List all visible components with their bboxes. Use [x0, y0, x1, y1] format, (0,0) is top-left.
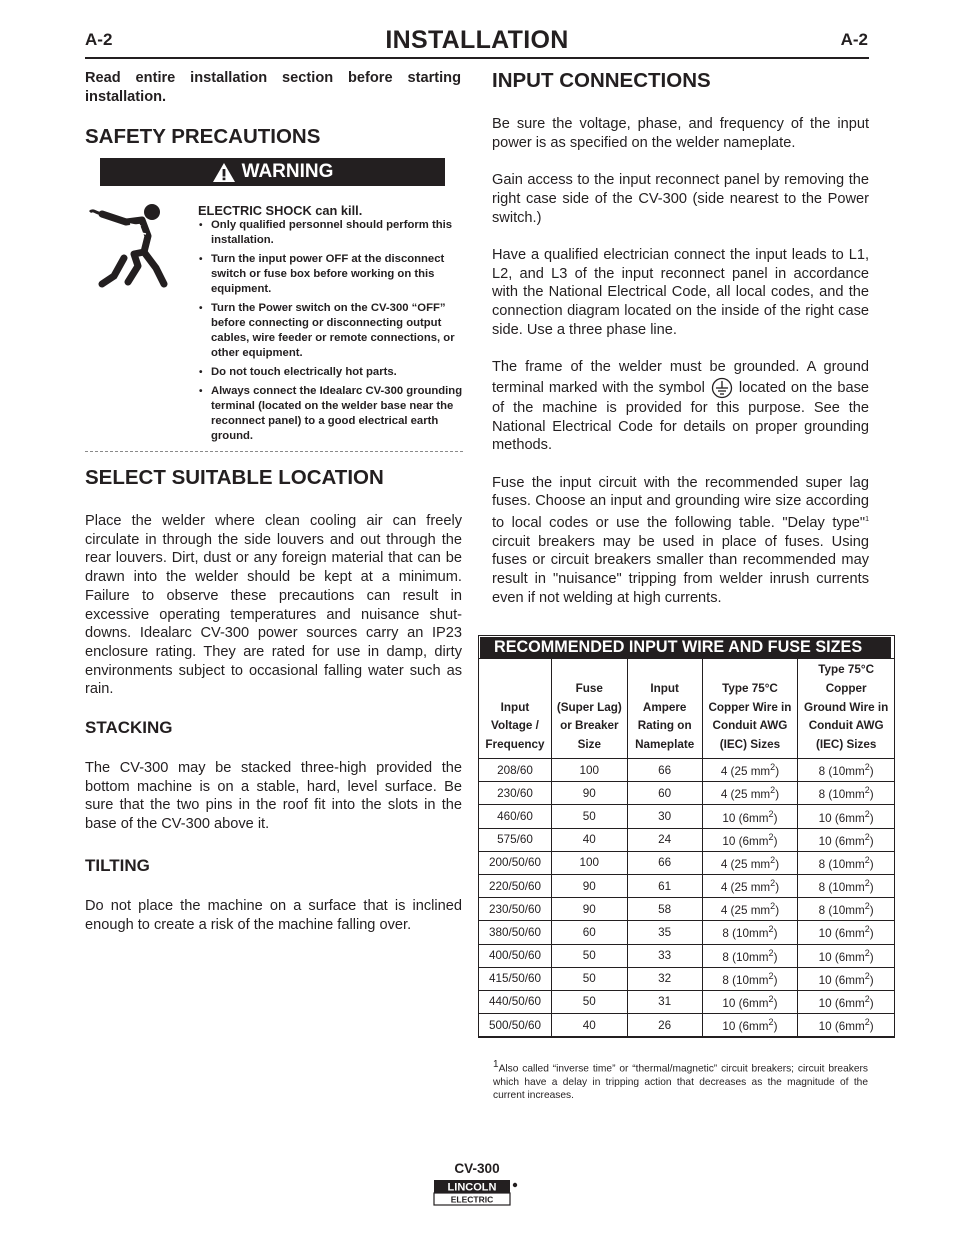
input-connections-heading: INPUT CONNECTIONS — [492, 69, 711, 92]
table-cell: 40 — [551, 828, 627, 851]
table-cell: 90 — [551, 898, 627, 921]
header-line: Copper — [825, 681, 867, 695]
ground-symbol-icon — [711, 377, 733, 399]
table-cell: 200/50/60 — [479, 851, 552, 874]
table-cell: 208/60 — [479, 759, 552, 782]
table-header-cell — [551, 659, 627, 759]
table-row — [479, 782, 895, 805]
header-line: Input — [500, 700, 530, 714]
table-cell: 10 $(6mm^2)$ — [798, 990, 895, 1013]
table-cell: 10 $(6mm^2)$ — [798, 1014, 895, 1037]
stacking-text: The CV-300 may be stacked three-high provided the bottom machine is on a stable, hard, level surface. Be sure that the two pins in the roof fit into the slots in the base of the CV-300 above it. — [85, 760, 462, 833]
table-cell: 8 $(10mm^2)$ — [702, 967, 798, 990]
table-cell: 50 — [551, 805, 627, 828]
table-cell: 8 $(10mm^2)$ — [798, 898, 895, 921]
table-row — [479, 944, 895, 967]
section-divider — [85, 451, 463, 452]
table-cell: 26 — [627, 1014, 702, 1037]
table-row — [479, 967, 895, 990]
table-cell: 33 — [627, 944, 702, 967]
table-cell: 380/50/60 — [479, 921, 552, 944]
table-cell: 415/50/60 — [479, 967, 552, 990]
page-number-left: A-2 — [85, 30, 113, 49]
table-row — [479, 874, 895, 897]
table-cell: 35 — [627, 921, 702, 944]
safety-heading: SAFETY PRECAUTIONS — [85, 125, 321, 148]
table-cell: 50 — [551, 990, 627, 1013]
shock-title: ELECTRIC SHOCK can kill. — [198, 203, 363, 218]
table-cell: 8 $(10mm^2)$ — [702, 944, 798, 967]
table-cell: 4 (25 $mm^2$) — [702, 851, 798, 874]
table-row — [479, 759, 895, 782]
page-title: INSTALLATION — [385, 26, 569, 54]
table-cell: 10 $(6mm^2)$ — [702, 1014, 798, 1037]
warning-bar — [100, 158, 445, 186]
table-cell: 10 $(6mm^2)$ — [798, 805, 895, 828]
model-label: CV-300 — [454, 1161, 500, 1176]
table-cell: 32 — [627, 967, 702, 990]
header-line: Ground Wire in — [803, 700, 889, 714]
paragraph: The frame of the welder must be grounded. A ground terminal marked with the symbol located on the base of the machine is provided for this purpose. See the National Electrical Code for details on proper grounding methods. — [492, 359, 869, 454]
fuse-table — [478, 658, 895, 1037]
header-line: Nameplate — [635, 738, 695, 752]
page-number-right: A-2 — [840, 30, 868, 49]
table-row — [479, 921, 895, 944]
table-cell: 440/50/60 — [479, 990, 552, 1013]
tilting-heading: TILTING — [85, 856, 150, 875]
header-line: Frequency — [485, 738, 545, 752]
paragraph: Be sure the voltage, phase, and frequency of the input power is as specified on the welder nameplate. — [492, 116, 869, 151]
table-cell: 4 (25 $mm^2$) — [702, 759, 798, 782]
header-line: (Super Lag) — [556, 700, 622, 714]
table-cell: 60 — [551, 921, 627, 944]
table-row — [479, 851, 895, 874]
table-cell: 31 — [627, 990, 702, 1013]
header-line: Conduit AWG — [712, 719, 788, 733]
table-cell: 50 — [551, 944, 627, 967]
header-line: Input — [650, 681, 679, 695]
shock-warning-block — [198, 203, 464, 448]
table-cell: 460/60 — [479, 805, 552, 828]
paragraph: Gain access to the input reconnect panel by removing the right case side of the CV-300 (side nearest to the Power switch.) — [492, 172, 869, 226]
table-cell: 4 (25 $mm^2$) — [702, 874, 798, 897]
header-line: Copper Wire in — [708, 700, 792, 714]
table-cell: 40 — [551, 1014, 627, 1037]
svg-text:LINCOLN: LINCOLN — [447, 1181, 497, 1194]
shock-list — [198, 218, 464, 444]
header-line: Fuse — [575, 681, 603, 695]
table-cell: 10 $(6mm^2)$ — [798, 828, 895, 851]
paragraph: Have a qualified electrician connect the input leads to L1, L2, and L3 of the input reconnect panel in accordance with the National Electrical Code, all local codes, and the connection diagram located on the inside of the right case side. Use a three phase line. — [492, 246, 869, 338]
header-line: Conduit AWG — [808, 719, 884, 733]
table-cell: 400/50/60 — [479, 944, 552, 967]
svg-text:ELECTRIC: ELECTRIC — [450, 1194, 494, 1205]
table-cell: 4 (25 $mm^2$) — [702, 898, 798, 921]
table-cell: 66 — [627, 851, 702, 874]
stacking-heading: STACKING — [85, 718, 173, 737]
list-item: • Do not touch electrically hot parts. — [198, 365, 464, 380]
table-row — [479, 1014, 895, 1037]
table-cell: 10 $(6mm^2)$ — [702, 828, 798, 851]
intro-note: Read entire installation section before starting installation. — [85, 70, 461, 105]
table-cell: 8 $(10mm^2)$ — [798, 759, 895, 782]
header-line: Ampere — [642, 700, 687, 714]
list-item: • Turn the Power switch on the CV-300 “OFF” before connecting or disconnecting output cables, wire feeder or remote connections, or other equipment. — [198, 301, 464, 361]
table-cell: 230/60 — [479, 782, 552, 805]
table-header-cell — [702, 659, 798, 759]
footnote: $^1$Also called “inverse time” or “thermal/magnetic” circuit breakers; circuit breakers which have a delay in tripping action that decreases as the magnitude of the current increases. — [493, 1059, 868, 1101]
lincoln-electric-logo — [433, 1179, 523, 1206]
list-item: • Only qualified personnel should perform this installation. — [198, 218, 464, 248]
header-line: or Breaker — [560, 719, 619, 733]
table-cell: 10 $(6mm^2)$ — [702, 805, 798, 828]
table-header-cell — [627, 659, 702, 759]
table-row — [479, 990, 895, 1013]
header-line: (IEC) Sizes — [719, 738, 781, 752]
input-connections-text — [492, 115, 869, 607]
tilting-text: Do not place the machine on a surface that is inclined enough to create a risk of the machine falling over. — [85, 898, 462, 933]
table-cell: 8 $(10mm^2)$ — [798, 874, 895, 897]
table-body — [479, 759, 895, 1037]
table-cell: 220/50/60 — [479, 874, 552, 897]
table-cell: 90 — [551, 782, 627, 805]
table-cell: 8 $(10mm^2)$ — [798, 782, 895, 805]
table-cell: 24 — [627, 828, 702, 851]
header-line: Type 75°C — [818, 663, 875, 677]
table-row — [479, 898, 895, 921]
table-cell: 10 $(6mm^2)$ — [798, 967, 895, 990]
header-line: Rating on — [637, 719, 692, 733]
table-cell: 100 — [551, 851, 627, 874]
table-cell: 500/50/60 — [479, 1014, 552, 1037]
table-cell: 90 — [551, 874, 627, 897]
header-line: Type 75°C — [722, 681, 778, 695]
table-cell: 10 $(6mm^2)$ — [702, 990, 798, 1013]
paragraph: Fuse the input circuit with the recommended super lag fuses. Choose an input and grounding wire size according to local codes or use the following table. "Delay type"$^1$ circuit breakers may be used in place of fuses. Using fuses or circuit breakers smaller than recommended may result in "nuisance" tripping from welder inrush currents even if not welding at high currents. — [492, 474, 869, 606]
header-rule — [85, 57, 869, 59]
electric-shock-icon — [88, 200, 168, 288]
table-row — [479, 828, 895, 851]
table-cell: 60 — [627, 782, 702, 805]
table-cell: 230/50/60 — [479, 898, 552, 921]
table-title: RECOMMENDED INPUT WIRE AND FUSE SIZES — [480, 637, 891, 658]
table-cell: 8 $(10mm^2)$ — [798, 851, 895, 874]
table-cell: 575/60 — [479, 828, 552, 851]
warning-label: WARNING — [241, 161, 334, 182]
table-header-row — [479, 659, 895, 759]
table-header-cell — [798, 659, 895, 759]
table-cell: 61 — [627, 874, 702, 897]
location-heading: SELECT SUITABLE LOCATION — [85, 466, 384, 489]
table-cell: 4 (25 $mm^2$) — [702, 782, 798, 805]
location-text: Place the welder where clean cooling air can freely circulate in through the side louvers and out through the rear louvers. Dirt, dust or any foreign material that can be drawn into the welder should be kept at a minimum. Failure to observe these precautions can result in excessive operating temperatures and nuisance shut-downs. Idealarc CV-300 power sources carry an IP23 enclosure rating. They are rated for use in damp, dirty environments subject to occasional falling water such as rain. — [85, 513, 462, 698]
table-cell: 58 — [627, 898, 702, 921]
header-line: (IEC) Sizes — [815, 738, 877, 752]
warning-triangle-icon — [212, 162, 236, 183]
table-header-cell — [479, 659, 552, 759]
table-cell: 10 $(6mm^2)$ — [798, 944, 895, 967]
table-cell: 100 — [551, 759, 627, 782]
table-cell: 8 $(10mm^2)$ — [702, 921, 798, 944]
table-cell: 30 — [627, 805, 702, 828]
header-line: Voltage / — [491, 719, 539, 733]
table-cell: 50 — [551, 967, 627, 990]
list-item: • Turn the input power OFF at the disconnect switch or fuse box before working on this equipment. — [198, 252, 464, 297]
table-cell: 10 $(6mm^2)$ — [798, 921, 895, 944]
table-cell: 66 — [627, 759, 702, 782]
table-row — [479, 805, 895, 828]
list-item: • Always connect the Idealarc CV-300 grounding terminal (located on the welder base near the reconnect panel) to a good electrical earth ground. — [198, 384, 464, 444]
header-line: Size — [577, 738, 601, 752]
